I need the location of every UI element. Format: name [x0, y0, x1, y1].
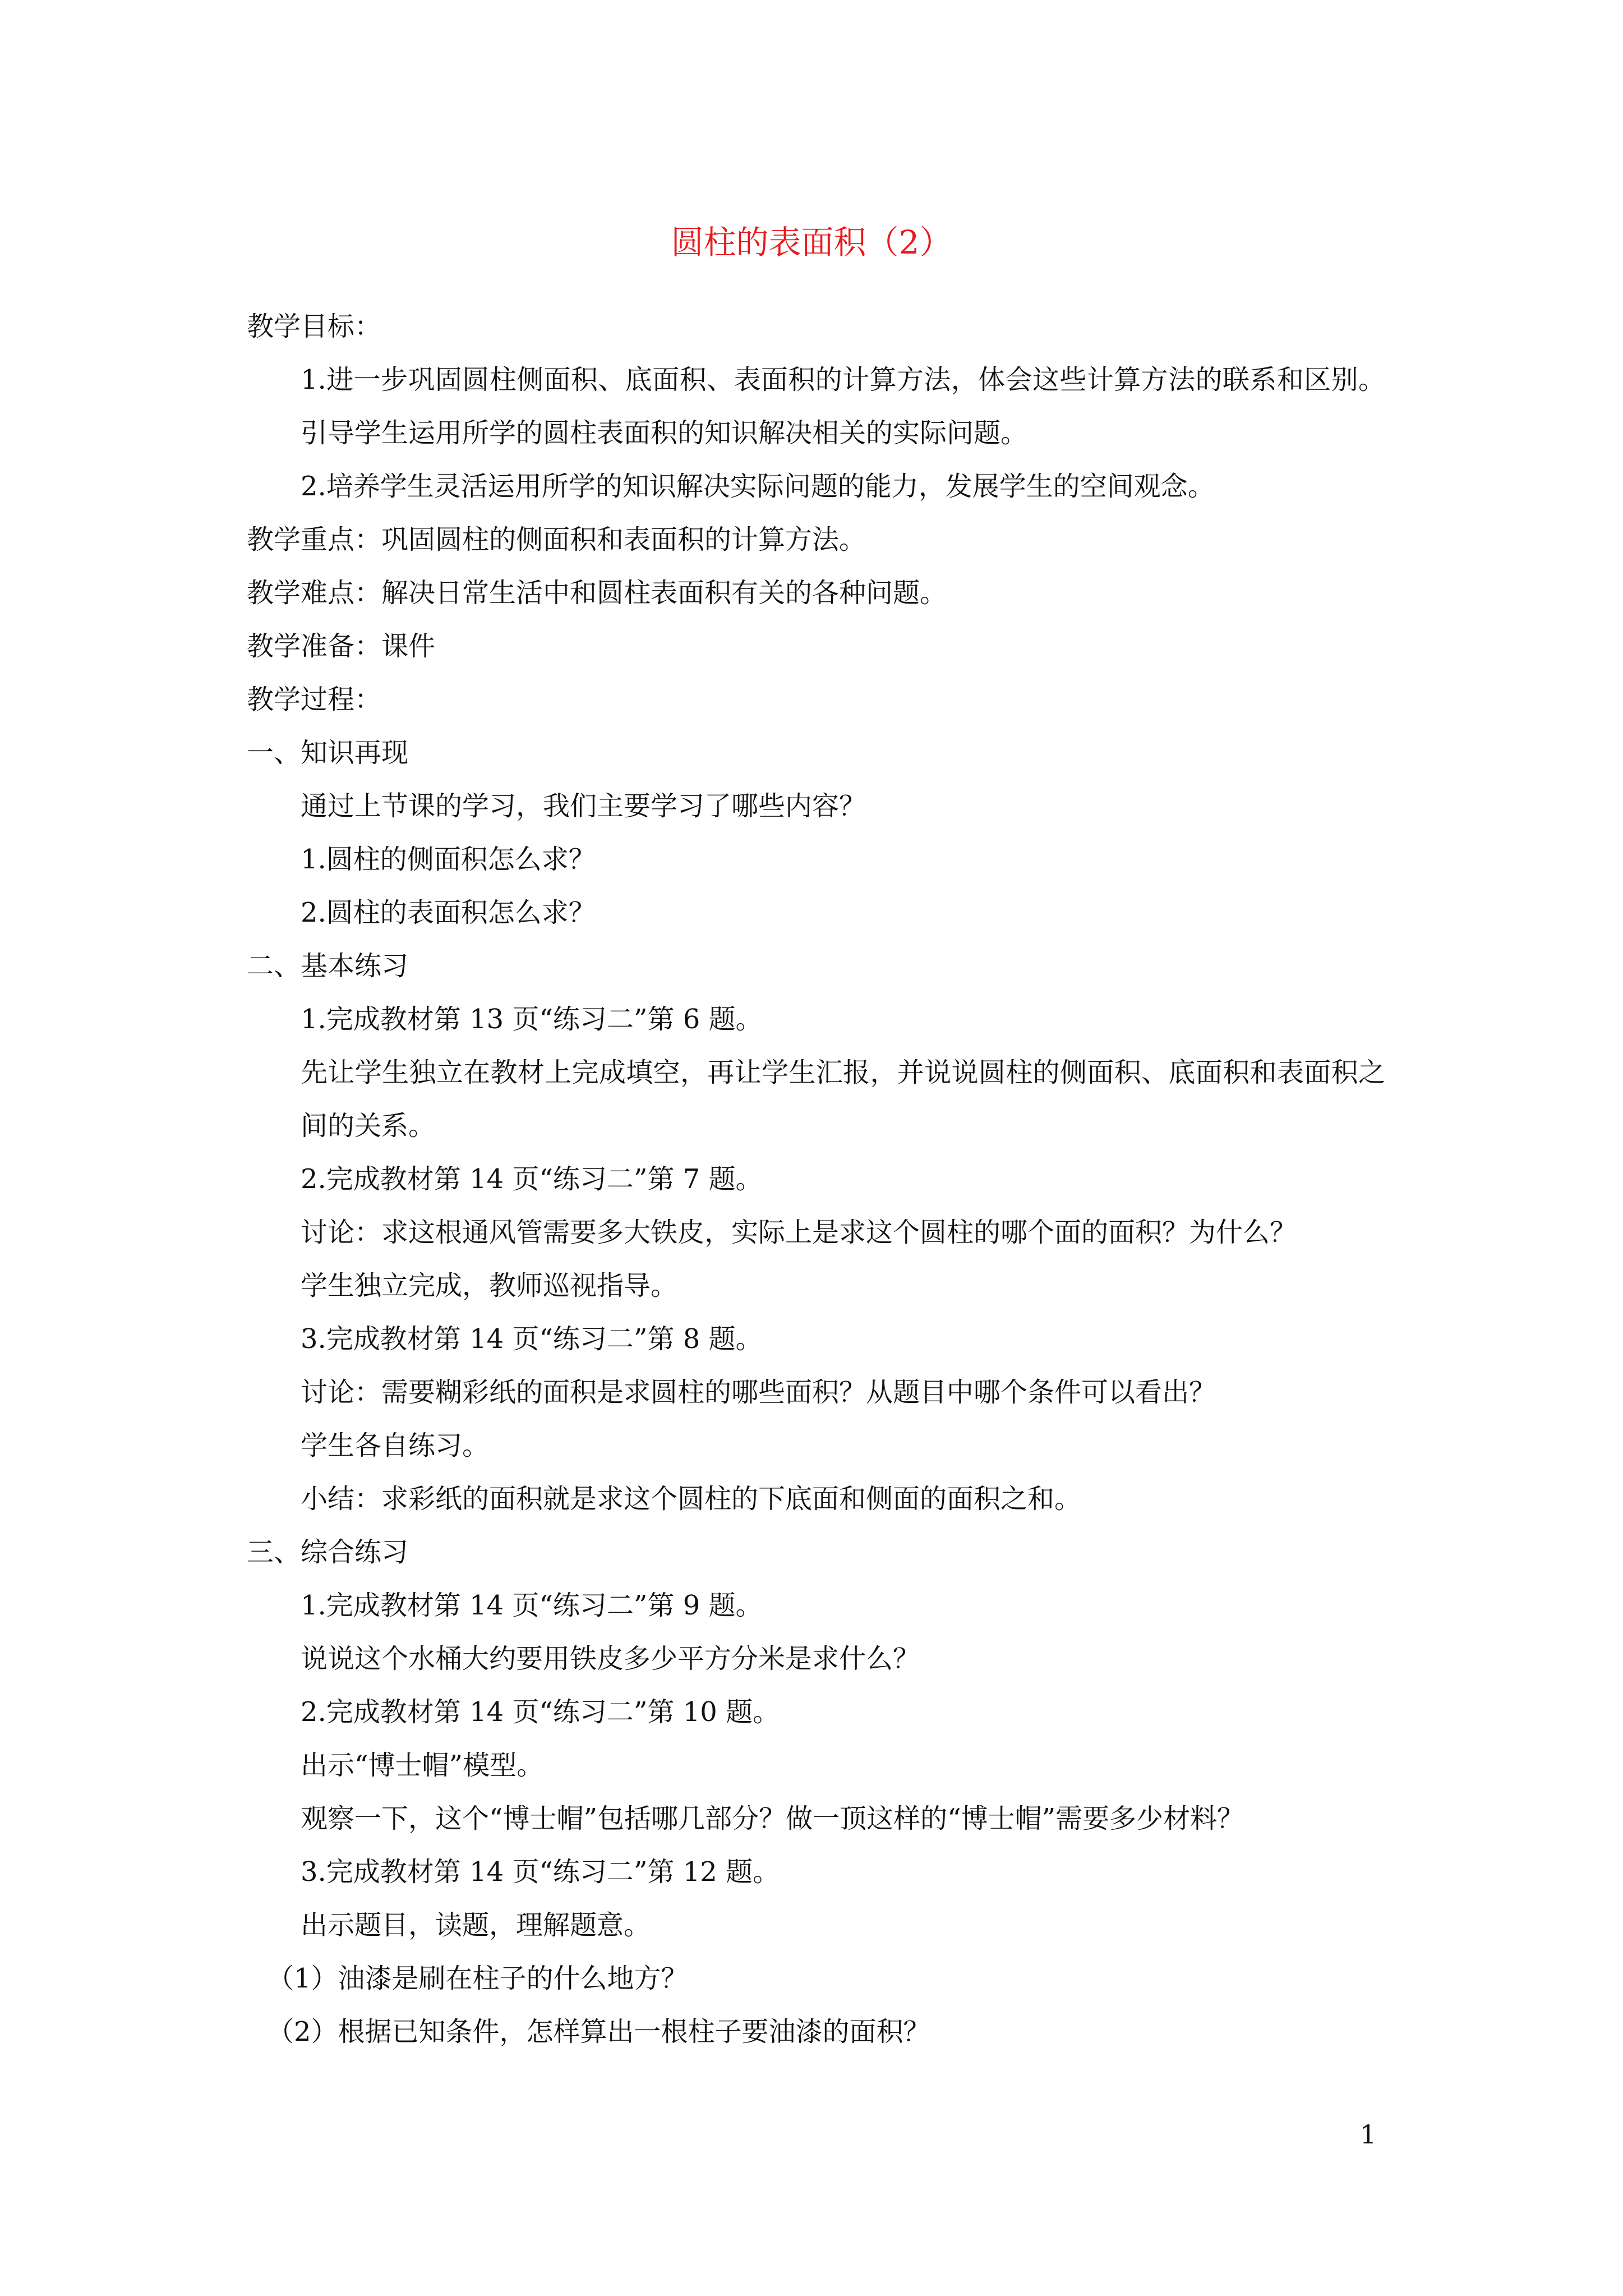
preparation: 教学准备：课件 — [247, 631, 436, 662]
section-heading-basic-practice: 二、基本练习 — [247, 950, 409, 982]
basic-exercise-1-note: 先让学生独立在教材上完成填空，再让学生汇报，并说说圆柱的侧面积、底面积和表面积之间的关系。 — [301, 1057, 1385, 1142]
page-title: 圆柱的表面积（2） — [671, 223, 952, 261]
comprehensive-exercise-1-note: 说说这个水桶大约要用铁皮多少平方分米是求什么？ — [301, 1643, 920, 1674]
review-intro: 通过上节课的学习，我们主要学习了哪些内容？ — [301, 790, 866, 822]
basic-exercise-2-note: 学生独立完成，教师巡视指导。 — [301, 1270, 678, 1301]
document-body — [247, 300, 1385, 2059]
section-heading-comprehensive-practice: 三、综合练习 — [247, 1536, 409, 1568]
objective-2: 2.培养学生灵活运用所学的知识解决实际问题的能力，发展学生的空间观念。 — [301, 471, 1215, 502]
basic-exercise-3: 3.完成教材第 14 页“练习二”第 8 题。 — [301, 1323, 763, 1355]
comprehensive-exercise-2-question: 观察一下，这个“博士帽”包括哪几部分？做一顶这样的“博士帽”需要多少材料？ — [301, 1803, 1244, 1834]
basic-exercise-3-summary: 小结：求彩纸的面积就是求这个圆柱的下底面和侧面的面积之和。 — [301, 1483, 1082, 1515]
page-number: 1 — [1360, 2119, 1377, 2150]
comprehensive-exercise-2: 2.完成教材第 14 页“练习二”第 10 题。 — [301, 1696, 780, 1728]
key-point: 教学重点：巩固圆柱的侧面积和表面积的计算方法。 — [247, 524, 866, 555]
review-question-2: 2.圆柱的表面积怎么求？ — [301, 897, 596, 928]
comprehensive-exercise-3: 3.完成教材第 14 页“练习二”第 12 题。 — [301, 1856, 780, 1888]
basic-exercise-3-discussion: 讨论：需要糊彩纸的面积是求圆柱的哪些面积？从题目中哪个条件可以看出？ — [301, 1377, 1216, 1408]
basic-exercise-3-note: 学生各自练习。 — [301, 1430, 490, 1461]
objective-1: 1.进一步巩固圆柱侧面积、底面积、表面积的计算方法，体会这些计算方法的联系和区别。引导学生运用所学的圆柱表面积的知识解决相关的实际问题。 — [301, 364, 1385, 449]
comprehensive-exercise-2-model: 出示“博士帽”模型。 — [301, 1750, 544, 1781]
comprehensive-exercise-1: 1.完成教材第 14 页“练习二”第 9 题。 — [301, 1590, 763, 1621]
basic-exercise-1: 1.完成教材第 13 页“练习二”第 6 题。 — [301, 1004, 763, 1035]
comprehensive-exercise-3-question-1: （1）油漆是刷在柱子的什么地方？ — [267, 1963, 688, 1994]
basic-exercise-2: 2.完成教材第 14 页“练习二”第 7 题。 — [301, 1163, 763, 1195]
comprehensive-exercise-3-question-2: （2）根据已知条件，怎样算出一根柱子要油漆的面积？ — [267, 2016, 930, 2047]
comprehensive-exercise-3-note: 出示题目，读题，理解题意。 — [301, 1910, 651, 1941]
section-label-objectives: 教学目标： — [247, 311, 382, 342]
section-label-process: 教学过程： — [247, 684, 382, 715]
basic-exercise-2-discussion: 讨论：求这根通风管需要多大铁皮，实际上是求这个圆柱的哪个面的面积？为什么？ — [301, 1217, 1297, 1248]
difficult-point: 教学难点：解决日常生活中和圆柱表面积有关的各种问题。 — [247, 577, 947, 609]
review-question-1: 1.圆柱的侧面积怎么求？ — [301, 844, 596, 875]
section-heading-review: 一、知识再现 — [247, 737, 409, 769]
